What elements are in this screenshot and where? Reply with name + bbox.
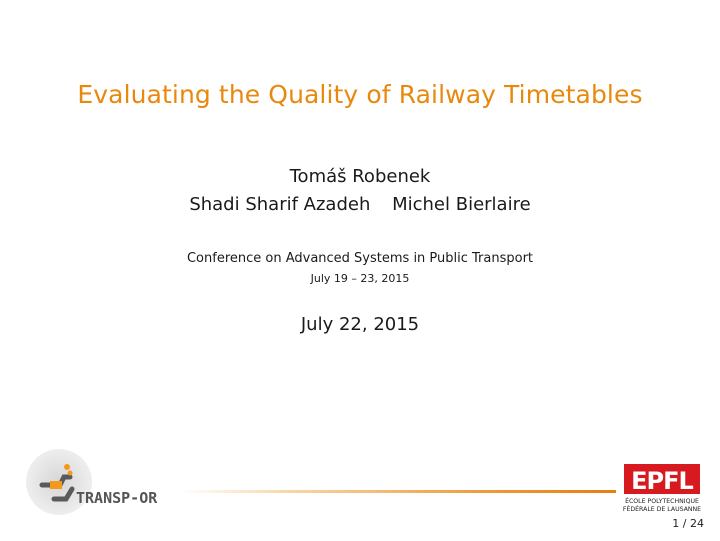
epfl-logo-brand: EPFL <box>631 467 693 495</box>
transp-or-logo <box>26 447 176 517</box>
epfl-logo-line1: ÉCOLE POLYTECHNIQUE <box>625 498 699 505</box>
epfl-logo <box>620 462 704 514</box>
author-secondary-1: Shadi Sharif Azadeh <box>189 194 371 215</box>
footer-divider <box>180 490 616 493</box>
authors-secondary <box>0 194 720 215</box>
transp-or-logo-text: TRANSP-OR <box>76 489 158 507</box>
slide-title: Evaluating the Quality of Railway Timetables <box>77 80 643 109</box>
conference-name: Conference on Advanced Systems in Public Transport <box>186 251 534 266</box>
author-secondary-2: Michel Bierlaire <box>392 194 531 215</box>
page-number: 1 / 24 <box>672 517 704 530</box>
conference-dates: July 19 – 23, 2015 <box>310 272 410 285</box>
presentation-date: July 22, 2015 <box>300 314 420 335</box>
epfl-logo-line2: FÉDÉRALE DE LAUSANNE <box>622 506 702 513</box>
author-primary: Tomáš Robenek <box>289 166 431 187</box>
